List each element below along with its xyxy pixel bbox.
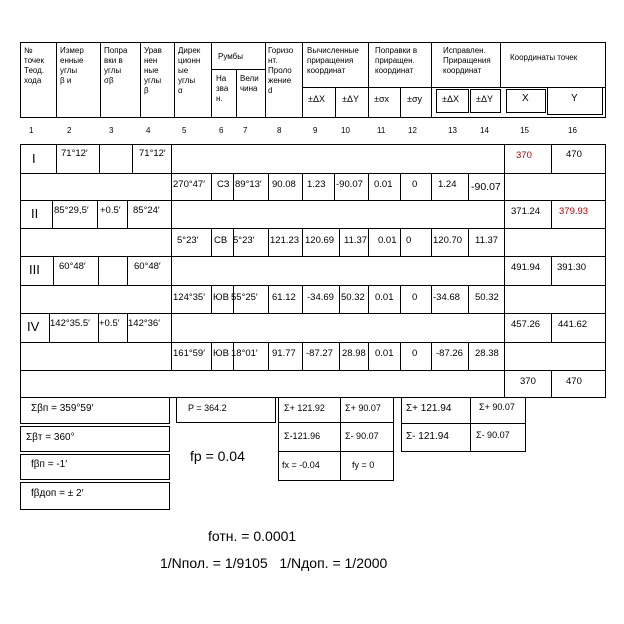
- dx-value: 1.23: [307, 179, 326, 190]
- ady-value: 28.38: [475, 348, 499, 359]
- x-value: 370: [516, 150, 532, 161]
- header-coords: Координаты точек: [510, 53, 578, 62]
- colnum-6: 6: [219, 126, 224, 135]
- colnum-2: 2: [67, 126, 72, 135]
- header-point: № точек Теод. хода: [24, 46, 45, 85]
- calc-sy-plus: Σ+ 90.07: [345, 403, 381, 413]
- rumb-name: СЗ: [217, 179, 230, 190]
- dy-value: -90.07: [336, 179, 363, 190]
- colnum-9: 9: [313, 126, 318, 135]
- rumb-value: 18°01′: [231, 348, 258, 359]
- rumb-value: 55°25′: [231, 292, 258, 303]
- closing-spacer: [20, 370, 505, 398]
- filler-cell: [171, 144, 505, 174]
- point-cell: [20, 144, 57, 174]
- rumb-name: ЮВ: [213, 348, 229, 359]
- x-value: 457.26: [511, 319, 541, 330]
- sy-value: 0: [406, 235, 412, 246]
- header-dy2: ±ΔY: [476, 94, 493, 104]
- colnum-11: 11: [377, 126, 386, 135]
- dx-value: -87.27: [306, 348, 333, 359]
- f-bdop: fβдоп = ± 2′: [31, 488, 84, 499]
- colnum-13: 13: [448, 126, 457, 135]
- sy-value: 0: [412, 292, 418, 303]
- ady-value: -90.07: [471, 181, 501, 193]
- header-correction: Попра вки в углы σβ: [104, 46, 128, 85]
- colnum-5: 5: [182, 126, 187, 135]
- point-label: IV: [27, 319, 40, 334]
- point-label: II: [31, 206, 39, 221]
- header-rumb-name: На зва н.: [216, 74, 229, 103]
- colnum-12: 12: [408, 126, 417, 135]
- header-cell-coords: [500, 42, 606, 88]
- coords-spacer: [504, 228, 606, 257]
- header-corr: Поправки в приращен. координат: [375, 46, 418, 75]
- colnum-8: 8: [277, 126, 282, 135]
- sy-value: 0: [412, 348, 418, 359]
- adj-sx-plus: Σ+ 121.94: [406, 403, 452, 414]
- adx-value: -34.68: [433, 292, 460, 303]
- y-value: 391.30: [557, 262, 587, 273]
- distance-value: 61.12: [272, 292, 296, 303]
- x-value: 371.24: [511, 206, 541, 217]
- colnum-10: 10: [341, 126, 350, 135]
- measured-value: 60°48′: [59, 261, 86, 272]
- coords-spacer: [504, 342, 606, 371]
- y-value: 470: [566, 149, 582, 160]
- measured-value: 71°12′: [61, 148, 88, 159]
- colnum-3: 3: [109, 126, 114, 135]
- sx-value: 0.01: [378, 235, 397, 246]
- header-adjusted: Урав нен ные углы β: [144, 46, 162, 95]
- calc-sx-minus: Σ-121.96: [284, 431, 321, 441]
- coords-spacer: [504, 285, 606, 314]
- colnum-4: 4: [146, 126, 151, 135]
- adx-value: 120.70: [433, 235, 463, 246]
- ratios: 1/Nпол. = 1/9105 1/Nдоп. = 1/2000: [160, 555, 388, 571]
- calc-sy-minus: Σ- 90.07: [345, 431, 379, 441]
- direction-value: 270°47′: [173, 179, 205, 190]
- perimeter: P = 364.2: [188, 403, 227, 413]
- fx: fx = -0.04: [282, 460, 320, 470]
- correction-cell: [99, 144, 133, 174]
- header-X: X: [522, 93, 529, 104]
- sum-bt: Σβт = 360°: [26, 432, 75, 443]
- ady-value: 11.37: [475, 235, 499, 246]
- f-relative: fотн. = 0.0001: [208, 528, 297, 544]
- adx-value: 1.24: [438, 179, 457, 190]
- correction-value: +0.5′: [99, 318, 120, 329]
- header-dy1: ±ΔY: [342, 94, 359, 104]
- x-value: 491.94: [511, 262, 541, 273]
- colnum-16: 16: [568, 126, 577, 135]
- sx-value: 0.01: [375, 348, 394, 359]
- adj-sx-minus: Σ- 121.94: [406, 431, 449, 442]
- measured-value: 142°35.5′: [50, 318, 90, 329]
- colnum-14: 14: [480, 126, 489, 135]
- point-label: I: [32, 151, 36, 166]
- sy-cell: [400, 228, 432, 257]
- filler-cell: [171, 313, 505, 343]
- colnum-1: 1: [29, 126, 34, 135]
- header-rumb-value: Вели чина: [240, 74, 259, 93]
- adjusted-value: 142°36′: [128, 318, 160, 329]
- y-value: 470: [566, 376, 582, 387]
- rumb-name: СВ: [214, 235, 228, 246]
- distance-value: 90.08: [272, 179, 296, 190]
- dy-value: 50.32: [341, 292, 365, 303]
- y-value: 379.93: [559, 206, 589, 217]
- header-rumby: Румбы: [218, 52, 243, 61]
- header-Y: Y: [571, 93, 578, 104]
- coords-spacer: [504, 173, 606, 201]
- dx-value: -34.69: [307, 292, 334, 303]
- direction-value: 124°35′: [173, 292, 205, 303]
- sx-value: 0.01: [374, 179, 393, 190]
- header-dx1: ±ΔX: [308, 94, 325, 104]
- calc-sx-plus: Σ+ 121.92: [284, 403, 325, 413]
- f-bp: fβп = -1′: [31, 459, 68, 470]
- dx-value: 120.69: [305, 235, 335, 246]
- adjusted-value: 85°24′: [133, 205, 160, 216]
- dy-value: 28.98: [342, 348, 366, 359]
- colnum-7: 7: [243, 126, 248, 135]
- dy-value: 11.37: [344, 235, 368, 246]
- colnum-15: 15: [520, 126, 529, 135]
- correction-value: +0.5′: [100, 205, 121, 216]
- ady-value: 50.32: [475, 292, 499, 303]
- header-sx: ±σx: [374, 94, 389, 104]
- line-spacer: [20, 173, 172, 201]
- distance-value: 121.23: [270, 235, 300, 246]
- sy-value: 0: [412, 179, 418, 190]
- rumb-value: 89°13′: [235, 179, 262, 190]
- point-label: III: [29, 262, 40, 277]
- header-distance: Горизо нт. Проло жение d: [268, 46, 294, 95]
- adx-value: -87.26: [436, 348, 463, 359]
- line-spacer: [20, 285, 172, 314]
- rumb-name: ЮВ: [213, 292, 229, 303]
- header-measured: Измер енные углы β и: [60, 46, 84, 85]
- header-dx2: ±ΔX: [442, 94, 459, 104]
- direction-value: 5°23′: [177, 235, 199, 246]
- direction-value: 161°59′: [173, 348, 205, 359]
- fp: fp = 0.04: [190, 448, 245, 464]
- fy: fy = 0: [352, 460, 375, 470]
- header-calc: Вычисленные приращения координат: [307, 46, 359, 75]
- line-spacer: [20, 342, 172, 371]
- filler-cell: [171, 200, 505, 229]
- line-spacer: [20, 228, 172, 257]
- adj-sy-minus: Σ- 90.07: [476, 430, 510, 440]
- sum-bp: Σβп = 359°59′: [31, 403, 94, 414]
- y-value: 441.62: [558, 319, 588, 330]
- header-sy: ±σy: [407, 94, 422, 104]
- distance-value: 91.77: [272, 348, 296, 359]
- rumb-value: 5°23′: [233, 235, 255, 246]
- header-direction: Дирек ционн ые углы α: [178, 46, 201, 95]
- adj-sy-plus: Σ+ 90.07: [479, 402, 515, 412]
- adjusted-value: 60°48′: [134, 261, 161, 272]
- filler-cell: [171, 256, 505, 286]
- sx-value: 0.01: [375, 292, 394, 303]
- adjusted-value: 71°12′: [139, 148, 166, 159]
- header-adj: Исправлен. Приращения координат: [443, 46, 491, 75]
- measured-value: 85°29,5′: [54, 205, 89, 216]
- correction-cell: [98, 256, 128, 286]
- x-value: 370: [520, 376, 536, 387]
